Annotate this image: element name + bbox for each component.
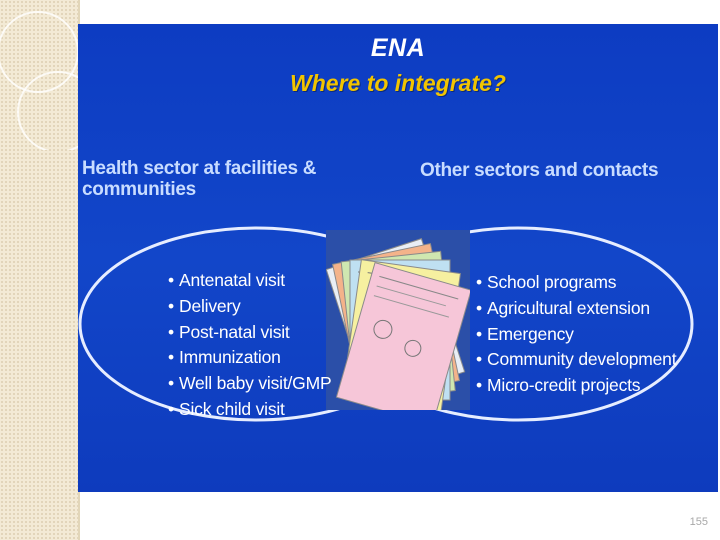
- slide-image: [78, 24, 718, 492]
- health-cards-image: [326, 230, 470, 410]
- slide-title: ENA: [370, 34, 426, 62]
- list-item: • Emergency: [476, 323, 574, 344]
- list-item: • Micro-credit projects: [476, 375, 641, 396]
- other-sectors-list: [476, 270, 676, 399]
- decorative-circles: [0, 0, 80, 150]
- list-item: • Sick child visit: [168, 398, 285, 419]
- page-number: 155: [689, 516, 708, 528]
- list-item: • Immunization: [168, 347, 281, 368]
- left-heading: Health sector at facilities & communities: [82, 158, 317, 200]
- list-item: • Community development: [476, 349, 677, 370]
- list-item: • Antenatal visit: [168, 270, 285, 290]
- list-item: • Post-natal visit: [168, 321, 290, 342]
- list-item: • Well baby visit/GMP: [168, 373, 332, 394]
- slide-subtitle: Where to integrate?: [290, 70, 506, 96]
- right-heading: Other sectors and contacts: [420, 160, 659, 181]
- list-item: • Agricultural extension: [476, 297, 650, 318]
- health-sector-list: [168, 268, 331, 423]
- list-item: • Delivery: [168, 295, 241, 316]
- list-item: • School programs: [476, 272, 617, 292]
